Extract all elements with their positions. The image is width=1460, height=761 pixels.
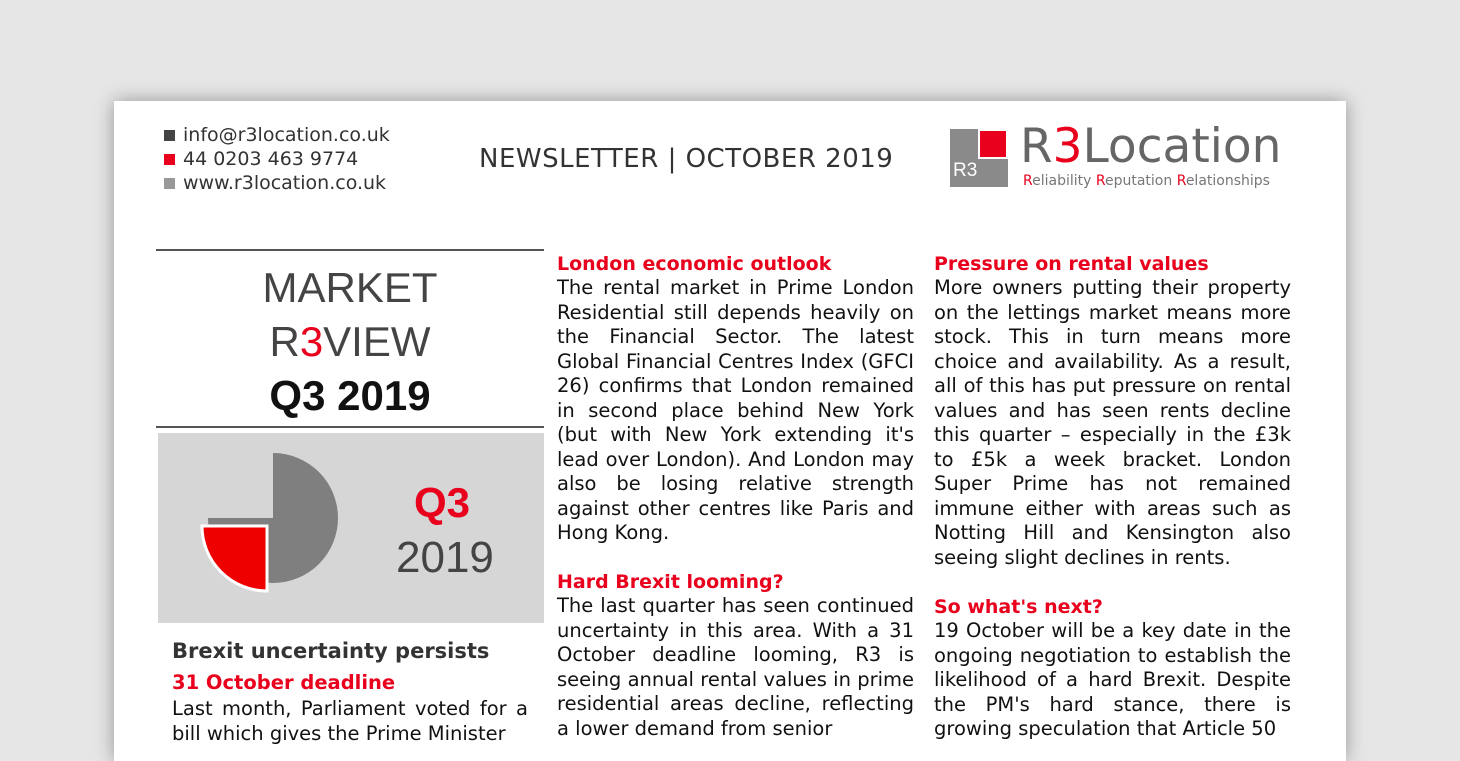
left-heading: Brexit uncertainty persists bbox=[172, 639, 490, 663]
brand-tagline: Reliability Reputation Relationships bbox=[1023, 173, 1270, 189]
square-bullet-icon bbox=[164, 154, 175, 165]
contact-web bbox=[164, 171, 390, 195]
contact-phone bbox=[164, 147, 390, 171]
square-bullet-icon bbox=[164, 130, 175, 141]
phone-text: 44 0203 463 9774 bbox=[183, 148, 359, 170]
badge-quarter: Q3 bbox=[414, 479, 471, 526]
section-heading: London economic outlook bbox=[557, 253, 832, 275]
section-body: The last quarter has seen continued uncertainty in this area. With a 31 October deadline looming, R3 is seeing annual rental values in prime residential areas decline, reflecting a lower demand from senior bbox=[557, 594, 914, 740]
logo-mark-icon bbox=[950, 129, 1008, 187]
contact-block bbox=[164, 123, 390, 195]
email-text: info@r3location.co.uk bbox=[183, 124, 390, 146]
newsletter-page bbox=[114, 101, 1346, 761]
section-heading: Hard Brexit looming? bbox=[557, 571, 784, 593]
section-heading: So what's next? bbox=[934, 596, 1103, 618]
left-body: Last month, Parliament voted for a bill which gives the Prime Minister bbox=[172, 697, 528, 745]
brand-name: R3Location bbox=[1020, 119, 1282, 174]
section-body: 19 October will be a key date in the ongoing negotiation to establish the likelihood of a hard Brexit. Despite the PM's hard stance, there is growing speculation that Article 50 bbox=[934, 619, 1291, 740]
right-section-1 bbox=[934, 252, 1291, 570]
section-body: The rental market in Prime London Residential still depends heavily on the Financial Sector. The latest Global Financial Centres Index (GFCI 26) confirms that London remained in second place behind New York (but with New York extending it's lead over London). And London may also be losing relative strength against other centres like Paris and Hong Kong. bbox=[557, 276, 914, 544]
newsletter-title: NEWSLETTER | OCTOBER 2019 bbox=[479, 144, 894, 174]
top-divider bbox=[156, 249, 544, 251]
bottom-divider bbox=[156, 426, 544, 428]
contact-email bbox=[164, 123, 390, 147]
section-heading: Pressure on rental values bbox=[934, 253, 1209, 275]
left-subheading: 31 October deadline bbox=[172, 671, 396, 694]
web-text: www.r3location.co.uk bbox=[183, 172, 387, 194]
logo-mark-text: R3 bbox=[953, 160, 978, 181]
right-section-2 bbox=[934, 595, 1291, 742]
cover-title: MARKET R3VIEW Q3 2019 bbox=[262, 264, 438, 419]
middle-section-2 bbox=[557, 570, 914, 741]
pie-chart-icon bbox=[198, 451, 340, 593]
badge-year: 2019 bbox=[396, 533, 494, 582]
middle-section-1 bbox=[557, 252, 914, 546]
section-body: More owners putting their property on the lettings market means more stock. This in turn means more choice and availability. As a result, all of this has put pressure on rental values and has seen rents decline this quarter – especially in the £3k to £5k a week bracket. London Super Prime has not remained immune either with areas such as Notting Hill and Kensington also seeing slight declines in rents. bbox=[934, 276, 1291, 569]
square-bullet-icon bbox=[164, 178, 175, 189]
